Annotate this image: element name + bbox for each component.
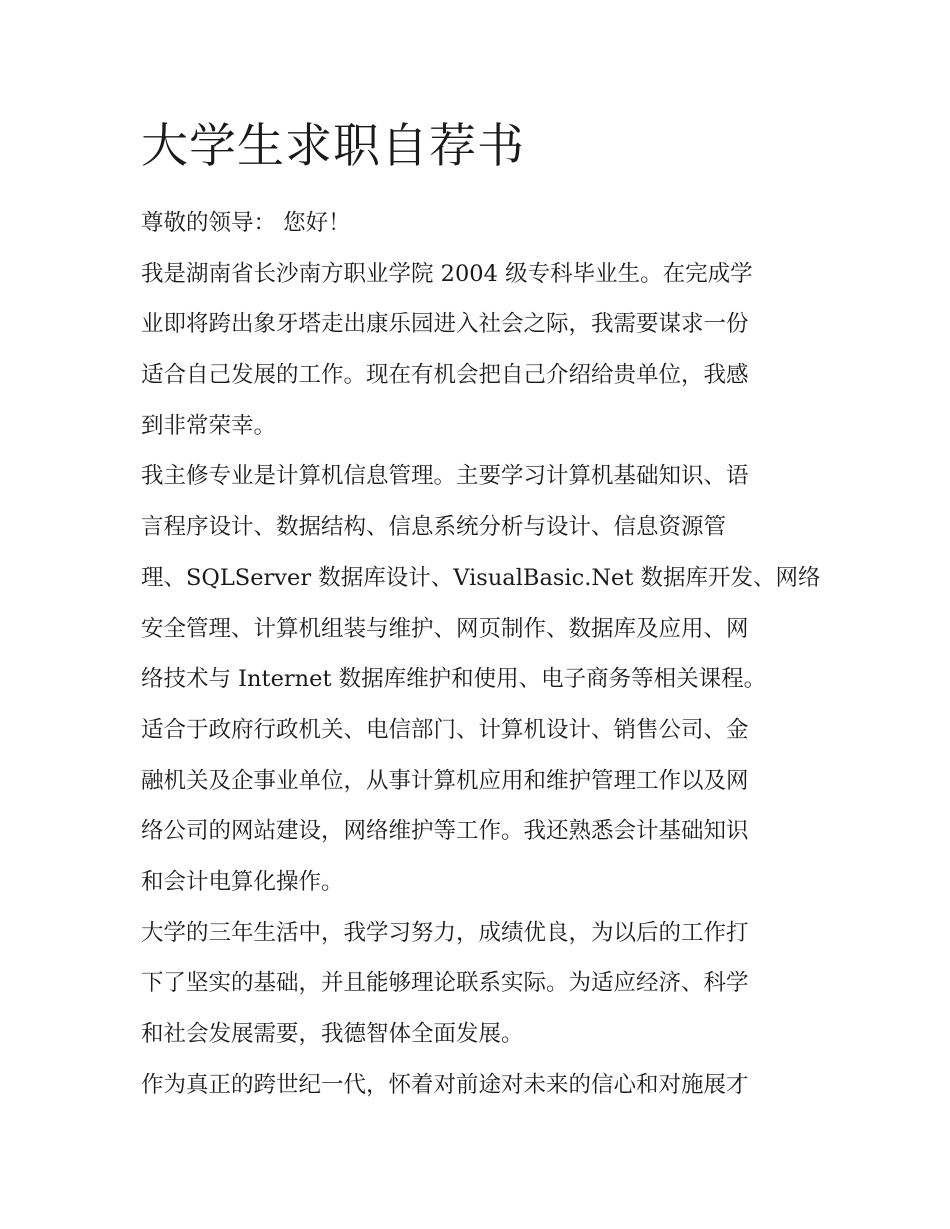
body-line: 我是湖南省长沙南方职业学院 2004 级专科毕业生。在完成学 <box>141 260 753 287</box>
body-line: 适合自己发展的工作。现在有机会把自己介绍给贵单位，我感 <box>141 362 749 389</box>
body-line: 到非常荣幸。 <box>141 412 277 439</box>
body-line: 络技术与 Internet 数据库维护和使用、电子商务等相关课程。 <box>141 666 767 693</box>
body-line: 理、SQLServer 数据库设计、VisualBasic.Net 数据库开发、网络 <box>141 564 821 591</box>
body-line: 尊敬的领导： 您好！ <box>141 210 351 236</box>
document-title: 大学生求职自荐书 <box>141 119 525 174</box>
body-line: 下了坚实的基础，并且能够理论联系实际。为适应经济、科学 <box>141 970 749 997</box>
body-line: 和会计电算化操作。 <box>141 868 344 895</box>
body-line: 安全管理、计算机组装与维护、网页制作、数据库及应用、网 <box>141 615 749 642</box>
body-line: 络公司的网站建设，网络维护等工作。我还熟悉会计基础知识 <box>141 818 749 845</box>
body-line: 作为真正的跨世纪一代，怀着对前途对未来的信心和对施展才 <box>141 1071 749 1098</box>
body-line: 我主修专业是计算机信息管理。主要学习计算机基础知识、语 <box>141 463 749 490</box>
body-line: 言程序设计、数据结构、信息系统分析与设计、信息资源管 <box>141 514 727 541</box>
body-line: 适合于政府行政机关、电信部门、计算机设计、销售公司、金 <box>141 716 749 743</box>
body-line: 融机关及企事业单位，从事计算机应用和维护管理工作以及网 <box>141 767 749 794</box>
document-body <box>141 198 821 1110</box>
body-line: 业即将跨出象牙塔走出康乐园进入社会之际，我需要谋求一份 <box>141 311 749 338</box>
body-line: 大学的三年生活中，我学习努力，成绩优良，为以后的工作打 <box>141 919 749 946</box>
body-line: 和社会发展需要，我德智体全面发展。 <box>141 1021 524 1047</box>
